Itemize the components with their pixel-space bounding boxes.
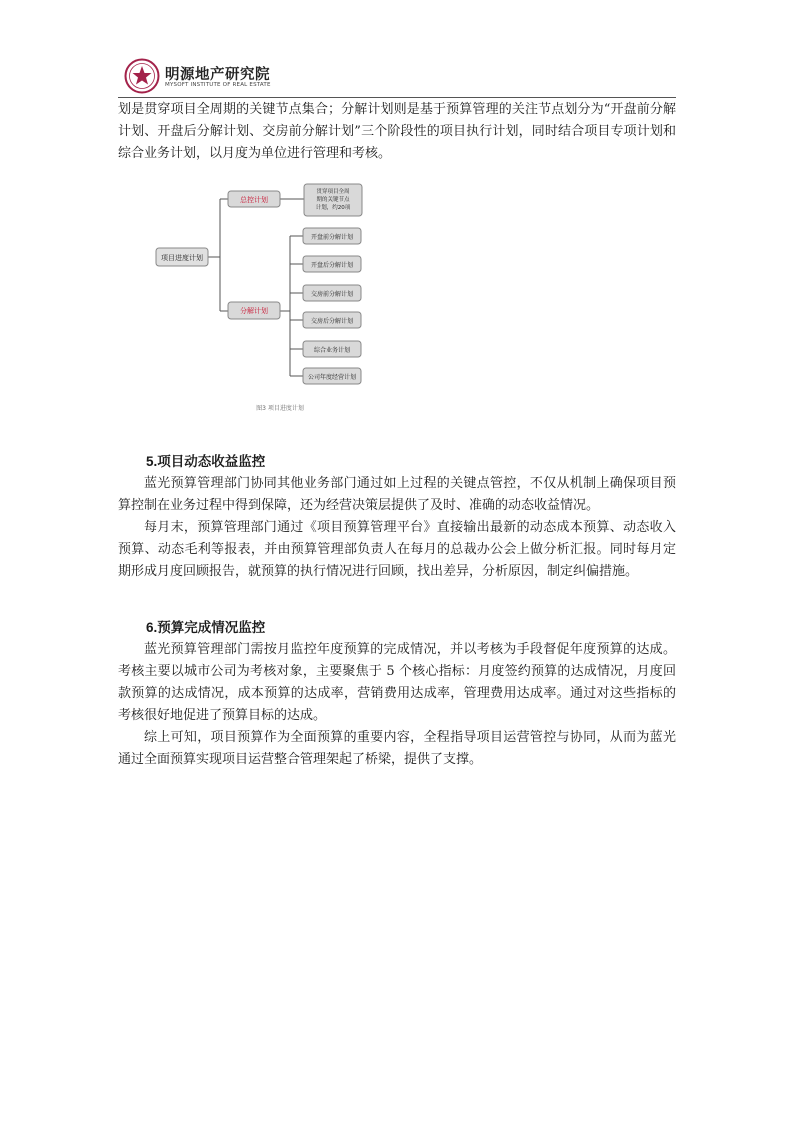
section-5-paragraph-1: 蓝光预算管理部门协同其他业务部门通过如上过程的关键点管控，不仅从机制上确保项目预算控制在业务过程中得到保障，还为经营决策层提供了及时、准确的动态收益情况。 <box>118 476 676 513</box>
svg-text:总控计划: 总控计划 <box>240 196 268 204</box>
svg-text:开盘后分解计划: 开盘后分解计划 <box>310 262 354 269</box>
section-6-paragraph-1: 蓝光预算管理部门需按月监控年度预算的完成情况，并以考核为手段督促年度预算的达成。考核主要以城市公司为考核对象，主要聚焦于 5 个核心指标：月度签约预算的达成情况，月度回款预算的达成情况，成本预算的达成率，营销费用达成率，管理费用达成率。通过对这些指标的考核很好地促进了预算目标的达成。 <box>118 642 676 723</box>
svg-text:开盘前分解计划: 开盘前分解计划 <box>310 234 354 241</box>
svg-text:综合业务计划: 综合业务计划 <box>313 347 351 354</box>
page-header <box>118 54 676 98</box>
section-5 <box>118 451 676 583</box>
section-6 <box>118 617 676 771</box>
svg-text:项目进度计划: 项目进度计划 <box>161 254 203 262</box>
svg-text:计划，约20项: 计划，约20项 <box>315 205 351 211</box>
breakdown-item-node <box>303 256 361 272</box>
breakdown-item-node <box>303 368 361 384</box>
master-note-node <box>304 184 362 216</box>
root-node <box>156 248 208 266</box>
intro-block <box>118 99 676 165</box>
breakdown-plan-node <box>228 302 280 319</box>
section-5-paragraph-2: 每月末，预算管理部门通过《项目预算管理平台》直接输出最新的动态成本预算、动态收入预算、动态毛利等报表，并由预算管理部负责人在每月的总裁办公会上做分析汇报。同时每月定期形成月度回顾报告，就预算的执行情况进行回顾，找出差异，分析原因，制定纠偏措施。 <box>118 520 676 579</box>
header-rule <box>118 97 676 98</box>
svg-text:交房后分解计划: 交房后分解计划 <box>310 318 354 325</box>
section-6-heading: 6.预算完成情况监控 <box>146 620 266 635</box>
svg-text:分解计划: 分解计划 <box>240 307 268 315</box>
intro-paragraph: 划是贯穿项目全周期的关键节点集合；分解计划则是基于预算管理的关注节点划分为“开盘前分解计划、开盘后分解计划、交房前分解计划”三个阶段性的项目执行计划，同时结合项目专项计划和综合业务计划，以月度为单位进行管理和考核。 <box>118 102 676 161</box>
section-5-heading: 5.项目动态收益监控 <box>146 454 266 469</box>
org-name: 明源地产研究院 <box>165 67 270 83</box>
breakdown-item-node <box>303 285 361 301</box>
svg-text:贯穿项目全周: 贯穿项目全周 <box>316 189 350 195</box>
section-6-paragraph-2: 综上可知，项目预算作为全面预算的重要内容，全程指导项目运营管控与协同，从而为蓝光通过全面预算实现项目运营整合管理架起了桥梁，提供了支撑。 <box>118 730 676 767</box>
institute-logo <box>124 58 160 94</box>
breakdown-item-node <box>303 341 361 357</box>
figure-caption: 图3 项目进度计划 <box>256 405 304 412</box>
svg-text:交房前分解计划: 交房前分解计划 <box>310 291 354 298</box>
master-plan-node <box>228 191 280 207</box>
progress-plan-diagram <box>150 180 370 420</box>
svg-text:公司年度经营计划: 公司年度经营计划 <box>307 374 357 381</box>
breakdown-item-node <box>303 228 361 244</box>
svg-text:期的关键节点: 期的关键节点 <box>316 197 350 203</box>
org-subtitle: MYSOFT INSTITUTE OF REAL ESTATE <box>165 82 271 88</box>
breakdown-item-node <box>303 312 361 328</box>
